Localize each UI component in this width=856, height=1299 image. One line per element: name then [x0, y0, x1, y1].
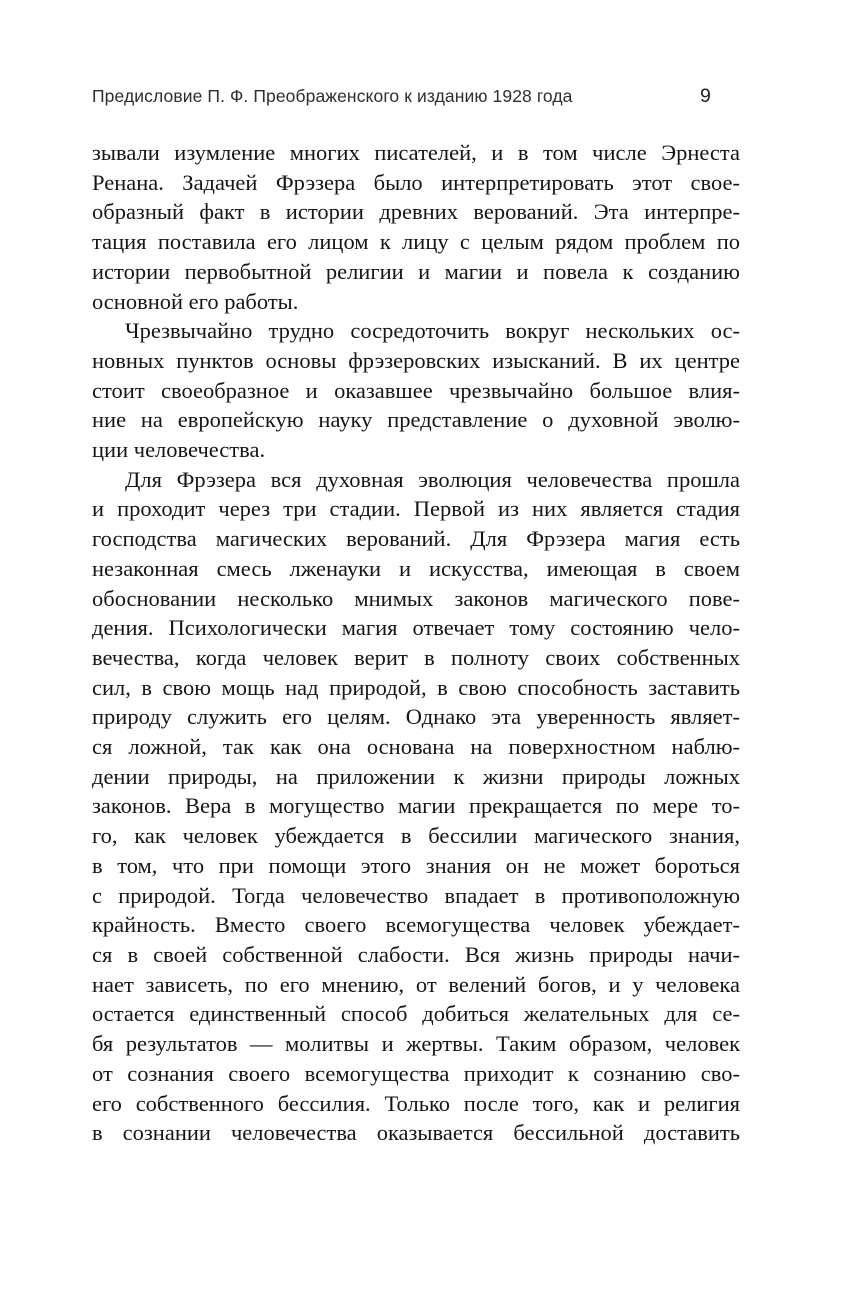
running-header-title: Предисловие П. Ф. Преображенского к изданию 1928 года [92, 86, 573, 106]
paragraph [92, 138, 740, 316]
text-line: ние на европейскую науку представление о духовной эволю- [92, 407, 740, 433]
text-line: дения. Психологически магия отвечает тому состоянию чело- [92, 615, 740, 641]
text-line: бя результатов — молитвы и жертвы. Таким образом, человек [92, 1031, 740, 1057]
text-line: зывали изумление многих писателей, и в том числе Эрнеста [92, 140, 740, 165]
paragraph [92, 465, 740, 1148]
text-line: и проходит через три стадии. Первой из них является стадия [92, 496, 740, 522]
text-line: вечества, когда человек верит в полноту своих собственных [92, 644, 740, 670]
text-line: Для Фрэзера вся духовная эволюция человечества прошла [125, 466, 740, 492]
text-line: крайность. Вместо своего всемогущества человек убеждает- [92, 912, 740, 938]
text-line: образный факт в истории древних верований. Эта интерпре- [92, 199, 740, 225]
text-line: Ренана. Задачей Фрэзера было интерпретировать этот свое- [92, 169, 740, 195]
text-line: остается единственный способ добиться желательных для се- [92, 1001, 740, 1027]
text-line: незаконная смесь лженауки и искусства, имеющая в своем [92, 555, 740, 581]
text-line: ся в своей собственной слабости. Вся жизнь природы начи- [92, 941, 740, 967]
text-line: дении природы, на приложении к жизни природы ложных [92, 763, 740, 789]
text-line: нает зависеть, по его мнению, от велений богов, и у человека [92, 971, 740, 997]
text-line: его собственного бессилия. Только после того, как и религия [92, 1090, 740, 1116]
running-header [92, 85, 740, 108]
text-line: основной его работы. [92, 288, 299, 314]
paragraph [92, 316, 740, 465]
text-line: законов. Вера в могущество магии прекращается по мере то- [92, 793, 740, 819]
text-line: Чрезвычайно трудно сосредоточить вокруг нескольких ос- [125, 318, 740, 344]
text-line: тация поставила его лицом к лицу с целым рядом проблем по [92, 229, 740, 255]
text-line: новных пунктов основы фрэзеровских изысканий. В их центре [92, 347, 740, 373]
text-line: сил, в свою мощь над природой, в свою способность заставить [92, 674, 740, 700]
body-text [92, 138, 740, 1148]
text-line: от сознания своего всемогущества приходит к сознанию сво- [92, 1060, 740, 1086]
text-line: с природой. Тогда человечество впадает в противоположную [92, 882, 740, 908]
text-line: стоит своеобразное и оказавшее чрезвычайно большое влия- [92, 377, 740, 403]
text-line: обосновании несколько мнимых законов магического пове- [92, 585, 740, 611]
text-line: господства магических верований. Для Фрэзера магия есть [92, 526, 740, 552]
text-line: ции человечества. [92, 437, 266, 463]
text-line: ся ложной, так как она основана на поверхностном наблю- [92, 734, 740, 760]
text-line: природу служить его целям. Однако эта уверенность являет- [92, 704, 740, 730]
text-line: в том, что при помощи этого знания он не может бороться [92, 852, 740, 878]
text-line: в сознании человечества оказывается бессильной доставить [92, 1120, 740, 1146]
page-number: 9 [700, 85, 711, 107]
text-line: истории первобытной религии и магии и повела к созданию [92, 258, 740, 284]
text-line: го, как человек убеждается в бессилии магического знания, [92, 823, 740, 849]
